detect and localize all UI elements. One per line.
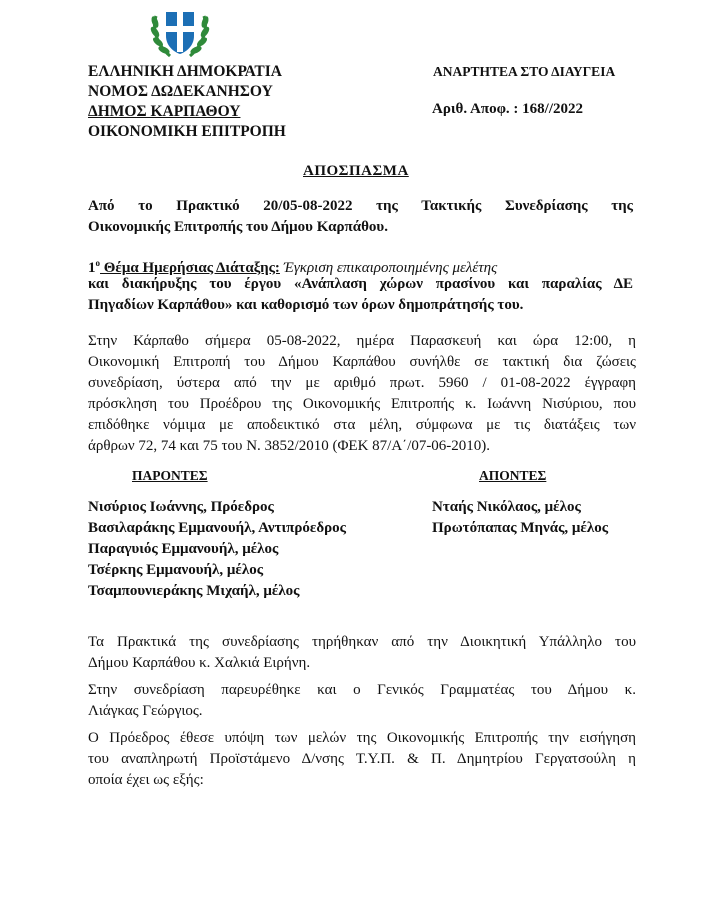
intro-paragraph <box>88 196 633 238</box>
body-line: Οικονομική Επιτροπή του Δήμου Καρπάθου συνήλθε σε τακτική δια ζώσεις <box>88 354 636 370</box>
topic-label: Θέμα Ημερήσιας Διάταξης: <box>100 260 280 276</box>
present-member: Παραγυιός Εμμανουήλ, μέλος <box>88 541 279 557</box>
header-country: ΕΛΛΗΝΙΚΗ ΔΗΜΟΚΡΑΤΙΑ <box>88 63 282 80</box>
topic-text: Έγκριση επικαιροποιημένης μελέτης <box>279 260 498 276</box>
header-committee: ΟΙΚΟΝΟΜΙΚΗ ΕΠΙΤΡΟΠΗ <box>88 123 286 140</box>
header-prefecture: ΝΟΜΟΣ ΔΩΔΕΚΑΝΗΣΟΥ <box>88 83 273 100</box>
body-line: Στην Κάρπαθο σήμερα 05-08-2022, ημέρα Παρασκευή και ώρα 12:00, η <box>88 333 636 349</box>
closing-line: Δήμου Καρπάθου κ. Χαλκιά Ειρήνη. <box>88 655 311 671</box>
present-member: Νισύριος Ιωάννης, Πρόεδρος <box>88 499 274 515</box>
topic-line-2: και διακήρυξης του έργου «Ανάπλαση χώρων πρασίνου και παραλίας ΔΕ <box>88 276 633 292</box>
minutes-paragraph <box>88 632 636 674</box>
header-municipality: ΔΗΜΟΣ ΚΑΡΠΑΘΟΥ <box>88 103 241 120</box>
absent-list <box>432 497 608 539</box>
body-line: άρθρων 72, 74 και 75 του Ν. 3852/2010 (ΦΕΚ 87/Α΄/07-06-2010). <box>88 438 491 454</box>
closing-line: Στην συνεδρίαση παρευρέθηκε και ο Γενικός Γραμματέας του Δήμου κ. <box>88 682 636 698</box>
topic-line-3: Πηγαδίων Καρπάθου» και καθορισμό των όρων δημοπράτησής του. <box>88 297 524 313</box>
present-list <box>88 497 346 602</box>
closing-line: οποία έχει ως εξής: <box>88 772 204 788</box>
topic-line-1 <box>88 253 633 274</box>
body-line: πρόσκληση του Προέδρου της Οικονομικής Επιτροπής κ. Ιωάννη Νισύριου, που <box>88 396 636 412</box>
intro-line: Από το Πρακτικό 20/05-08-2022 της Τακτικής Συνεδρίασης της <box>88 198 633 214</box>
secretary-paragraph <box>88 680 636 722</box>
proposal-paragraph <box>88 728 636 791</box>
closing-line: του αναπληρωτή Προϊστάμενο Δ/νσης Τ.Υ.Π. & Π. Δημητρίου Γεργατσούλη η <box>88 751 636 767</box>
absent-member: Νταής Νικόλαος, μέλος <box>432 499 581 515</box>
decision-number: Αριθ. Αποφ. : 168//2022 <box>432 101 584 117</box>
closing-line: Ο Πρόεδρος έθεσε υπόψη των μελών της Οικονομικής Επιτροπής την εισήγηση <box>88 730 636 746</box>
present-member: Βασιλαράκης Εμμανουήλ, Αντιπρόεδρος <box>88 520 346 536</box>
header-left <box>88 62 286 142</box>
absent-member: Πρωτόπαπας Μηνάς, μέλος <box>432 520 609 536</box>
body-line: συνεδρίαση, ύστερα από την με αριθμό πρωτ. 5960 / 01-08-2022 έγγραφη <box>88 375 636 391</box>
present-member: Τσέρκης Εμμανουήλ, μέλος <box>88 562 264 578</box>
closing-line: Τα Πρακτικά της συνεδρίασης τηρήθηκαν από την Διοικητική Υπάλληλο του <box>88 634 636 650</box>
intro-line: Οικονομικής Επιτροπής του Δήμου Καρπάθου. <box>88 219 388 235</box>
session-paragraph <box>88 331 636 457</box>
document-title: ΑΠΟΣΠΑΣΜΑ <box>303 163 409 179</box>
greek-coat-of-arms-icon <box>148 6 212 62</box>
topic-ordinal: ο <box>95 258 100 268</box>
present-member: Τσαμπουνιεράκης Μιχαήλ, μέλος <box>88 583 300 599</box>
present-heading: ΠΑΡΟΝΤΕΣ <box>132 468 208 483</box>
diavgeia-notice: ΑΝΑΡΤΗΤΕΑ ΣΤΟ ΔΙΑΥΓΕΙΑ <box>433 64 616 79</box>
topic-number: 1 <box>88 260 96 276</box>
body-line: επιδόθηκε νόμιμα με αποδεικτικό στα μέλη, σύμφωνα με τις διατάξεις των <box>88 417 636 433</box>
closing-line: Λιάγκας Γεώργιος. <box>88 703 203 719</box>
absent-heading: ΑΠΟΝΤΕΣ <box>479 468 547 483</box>
agenda-topic <box>88 253 633 316</box>
